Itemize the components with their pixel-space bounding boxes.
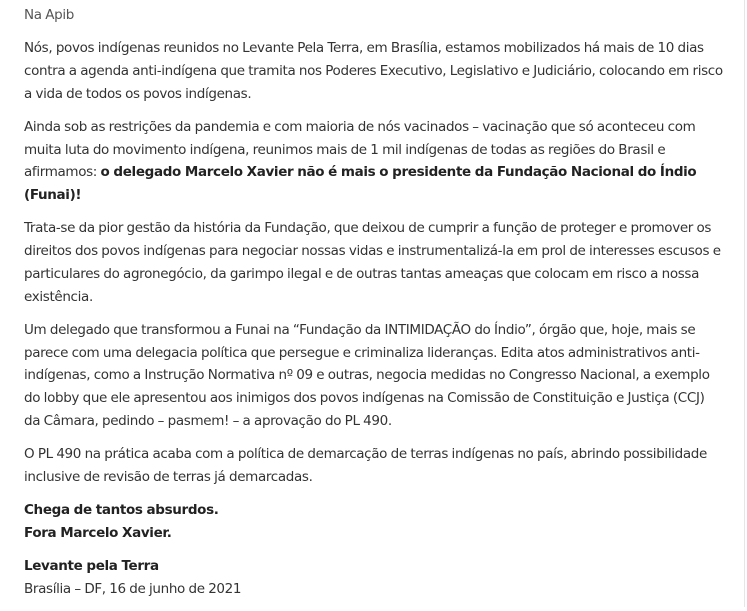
signature: Levante pela Terra bbox=[24, 557, 159, 574]
paragraph-1: Nós, povos indígenas reunidos no Levante Pela Terra, em Brasília, estamos mobilizados há mais de 10 dias contra a agenda anti-indígena que tramita nos Poderes Executivo, Legislativo e Judiciário, colocando em risco a vida de todos os povos indígenas. bbox=[24, 40, 723, 102]
place-date: Brasília – DF, 16 de junho de 2021 bbox=[24, 580, 242, 597]
closing-line-2: Fora Marcelo Xavier. bbox=[24, 524, 172, 541]
paragraph-2 bbox=[24, 116, 724, 207]
paragraph-5: O PL 490 na prática acaba com a política de demarcação de terras indígenas no país, abrindo possibilidade inclusive de revisão de terras já demarcadas. bbox=[24, 445, 707, 485]
article-body bbox=[24, 4, 724, 611]
signature-block bbox=[24, 555, 724, 600]
paragraph-2-text: Ainda sob as restrições da pandemia e com maioria de nós vacinados – vacinação que só aconteceu com muita luta do movimento indígena, reunimos mais de 1 mil indígenas de todas as regiões do Brasil e afirmamos: bbox=[24, 119, 696, 181]
paragraph-2-bold-statement: o delegado Marcelo Xavier não é mais o presidente da Fundação Nacional do Índio (Funai)! bbox=[24, 164, 697, 204]
closing-statement bbox=[24, 499, 724, 544]
closing-line-1: Chega de tantos absurdos. bbox=[24, 501, 219, 518]
paragraph-4: Um delegado que transformou a Funai na “Fundação da INTIMIDAÇÃO do Índio”, órgão que, hoje, mais se parece com uma delegacia política que persegue e criminaliza lideranças. Edita atos administrativos anti-indígenas, como a Instrução Normativa nº 09 e outras, negocia medidas no Congresso Nacional, a exemplo do lobby que ele apresentou aos inimigos dos povos indígenas na Comissão de Constituição e Justiça (CCJ) da Câmara, pedindo – pasmem! – a aprovação do PL 490. bbox=[24, 321, 710, 429]
article-source: Na Apib bbox=[24, 7, 74, 23]
paragraph-3: Trata-se da pior gestão da história da Fundação, que deixou de cumprir a função de proteger e promover os direitos dos povos indígenas para negociar nossas vidas e instrumentalizá-la em prol de interesses escusos e particulares do agronegócio, da garimpo ilegal e de outras tantas ameaças que colocam em risco a nossa existência. bbox=[24, 220, 721, 305]
